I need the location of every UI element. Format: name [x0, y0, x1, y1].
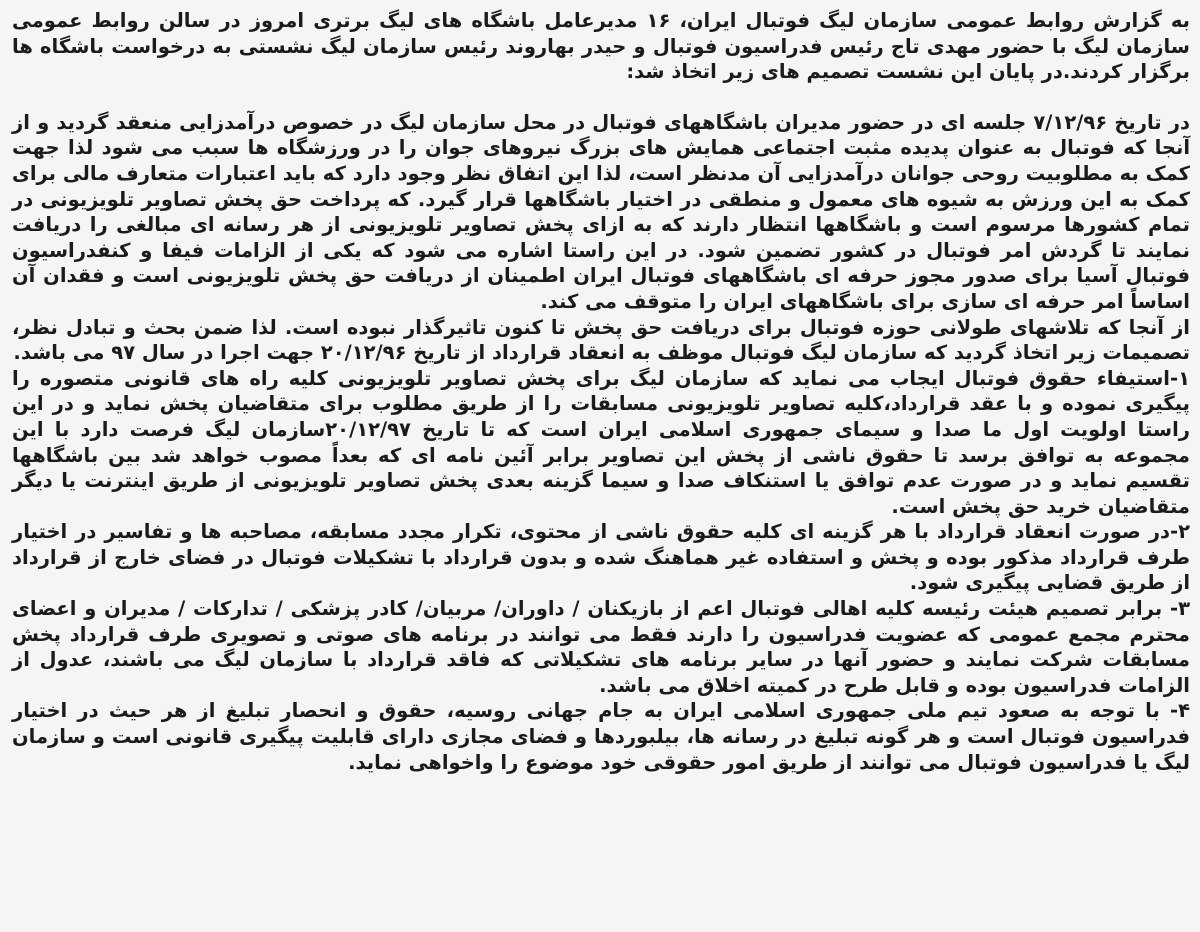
decision-paragraph: از آنجا که تلاشهای طولانی حوزه فوتبال برای دریافت حق پخش تا کنون تاثیرگذار نبوده است. لذا ضمن بحث و تبادل نظر، تصمیمات زیر اتخاذ گردید که سازمان لیگ فوتبال موظف به انعقاد قرارداد از تاریخ ۲۰/۱۲/۹۶ جهت اجرا در سال ۹۷ می باشد.	[12, 315, 1190, 365]
item-3-paragraph: ۳- برابر تصمیم هیئت رئیسه کلیه اهالی فوتبال اعم از بازیکنان / داوران/ مربیان/ کادر پزشکی / تدارکات / مدیران و اعضای محترم مجمع عمومی که عضویت فدراسیون را دارند فقط می توانند در برنامه های صوتی و تصویری طرف قرارداد پخش مسابقات شرکت نمایند و حضور آنها در سایر برنامه های تشکیلاتی که فاقد قرارداد با سازمان لیگ می باشند، عدول از الزامات فدراسیون بوده و قابل طرح در کمیته اخلاق می باشد.	[12, 597, 1190, 697]
item-4-paragraph: ۴- با توجه به صعود تیم ملی جمهوری اسلامی ایران به جام جهانی روسیه، حقوق و انحصار تبلیغ از هر حیث در اختیار فدراسیون فوتبال است و هر گونه تبلیغ در رسانه ها، بیلبوردها و فضای مجازی دارای قابلیت پیگیری قانونی است و سازمان لیگ یا فدراسیون فوتبال می توانند از طریق امور حقوقی خود موضوع را واخواهی نماید.	[12, 699, 1190, 774]
item-2-paragraph: ۲-در صورت انعقاد قرارداد با هر گزینه ای کلیه حقوق ناشی از محتوی، تکرار مجدد مسابقه، مصاحبه ها و تفاسیر در اختیار طرف قرارداد مذکور بوده و پخش و استفاده غیر هماهنگ شده و بدون قرارداد با تشکیلات فوتبال در فضای خارج از قرارداد از طریق قضایی پیگیری شود.	[12, 520, 1190, 595]
meeting-paragraph: در تاریخ ۷/۱۲/۹۶ جلسه ای در حضور مدیران باشگاههای فوتبال در محل سازمان لیگ در خصوص درآمدزایی منعقد گردید و از آنجا که فوتبال به عنوان پدیده مثبت اجتماعی همایش های بزرگ نیروهای جوان را در ورزشگاه ها سبب می شود لذا جهت کمک به مطلوبیت روحی جوانان درآمدزایی آن مدنظر است، لذا این اتفاق نظر وجود دارد که باید اعتبارات متعارف مالی برای کمک به این ورزش به شیوه های معمول و منطقی در اختیار باشگاهها قرار گیرد. که پرداخت حق پخش تصاویر تلویزیونی در تمام کشورها مرسوم است و باشگاهها انتظار دارند که به ازای پخش تصاویر تلویزیونی از هر رسانه ای مبالغی را دریافت نمایند تا گردش امر فوتبال در کشور تضمین شود. در این راستا اشاره می شود که یکی از الزامات فیفا و کنفدراسیون فوتبال آسیا برای صدور مجوز حرفه ای باشگاههای فوتبال ایران اطمینان از دریافت حق پخش تلویزیونی است و فقدان آن اساساً امر حرفه ای سازی برای باشگاههای ایران را متوقف می کند.	[12, 110, 1190, 313]
intro-paragraph: به گزارش روابط عمومی سازمان لیگ فوتبال ایران، ۱۶ مدیرعامل باشگاه های لیگ برتری امروز در سالن روابط عمومی سازمان لیگ با حضور مهدی تاج رئیس فدراسیون فوتبال و حیدر بهاروند رئیس سازمان لیگ نشستی به درخواست باشگاه ها برگزار کردند.در پایان این نشست تصمیم های زیر اتخاذ شد:	[12, 9, 1190, 84]
document-body	[12, 8, 1190, 775]
item-1-paragraph: ۱-استیفاء حقوق فوتبال ایجاب می نماید که سازمان لیگ برای پخش تصاویر تلویزیونی کلیه راه های قانونی متصوره را پیگیری نموده و با عقد قرارداد،کلیه تصاویر تلویزیونی مسابقات را از طریق مطلوب برای متقاضیان پخش نماید و در این راستا اولویت اول ما صدا و سیمای جمهوری اسلامی ایران است که تا تاریخ ۲۰/۱۲/۹۷سازمان لیگ فرصت دارد با این مجموعه به توافق برسد تا حقوق ناشی از پخش این تصاویر برابر آئین نامه ای که بعداً مصوب خواهد شد بین باشگاهها تقسیم نماید و در صورت عدم توافق یا استنکاف صدا و سیما گزینه بعدی پخش تصاویر تلویزیونی از طریق اینترنت یا دیگر متقاضیان خرید حق پخش است.	[12, 366, 1190, 518]
